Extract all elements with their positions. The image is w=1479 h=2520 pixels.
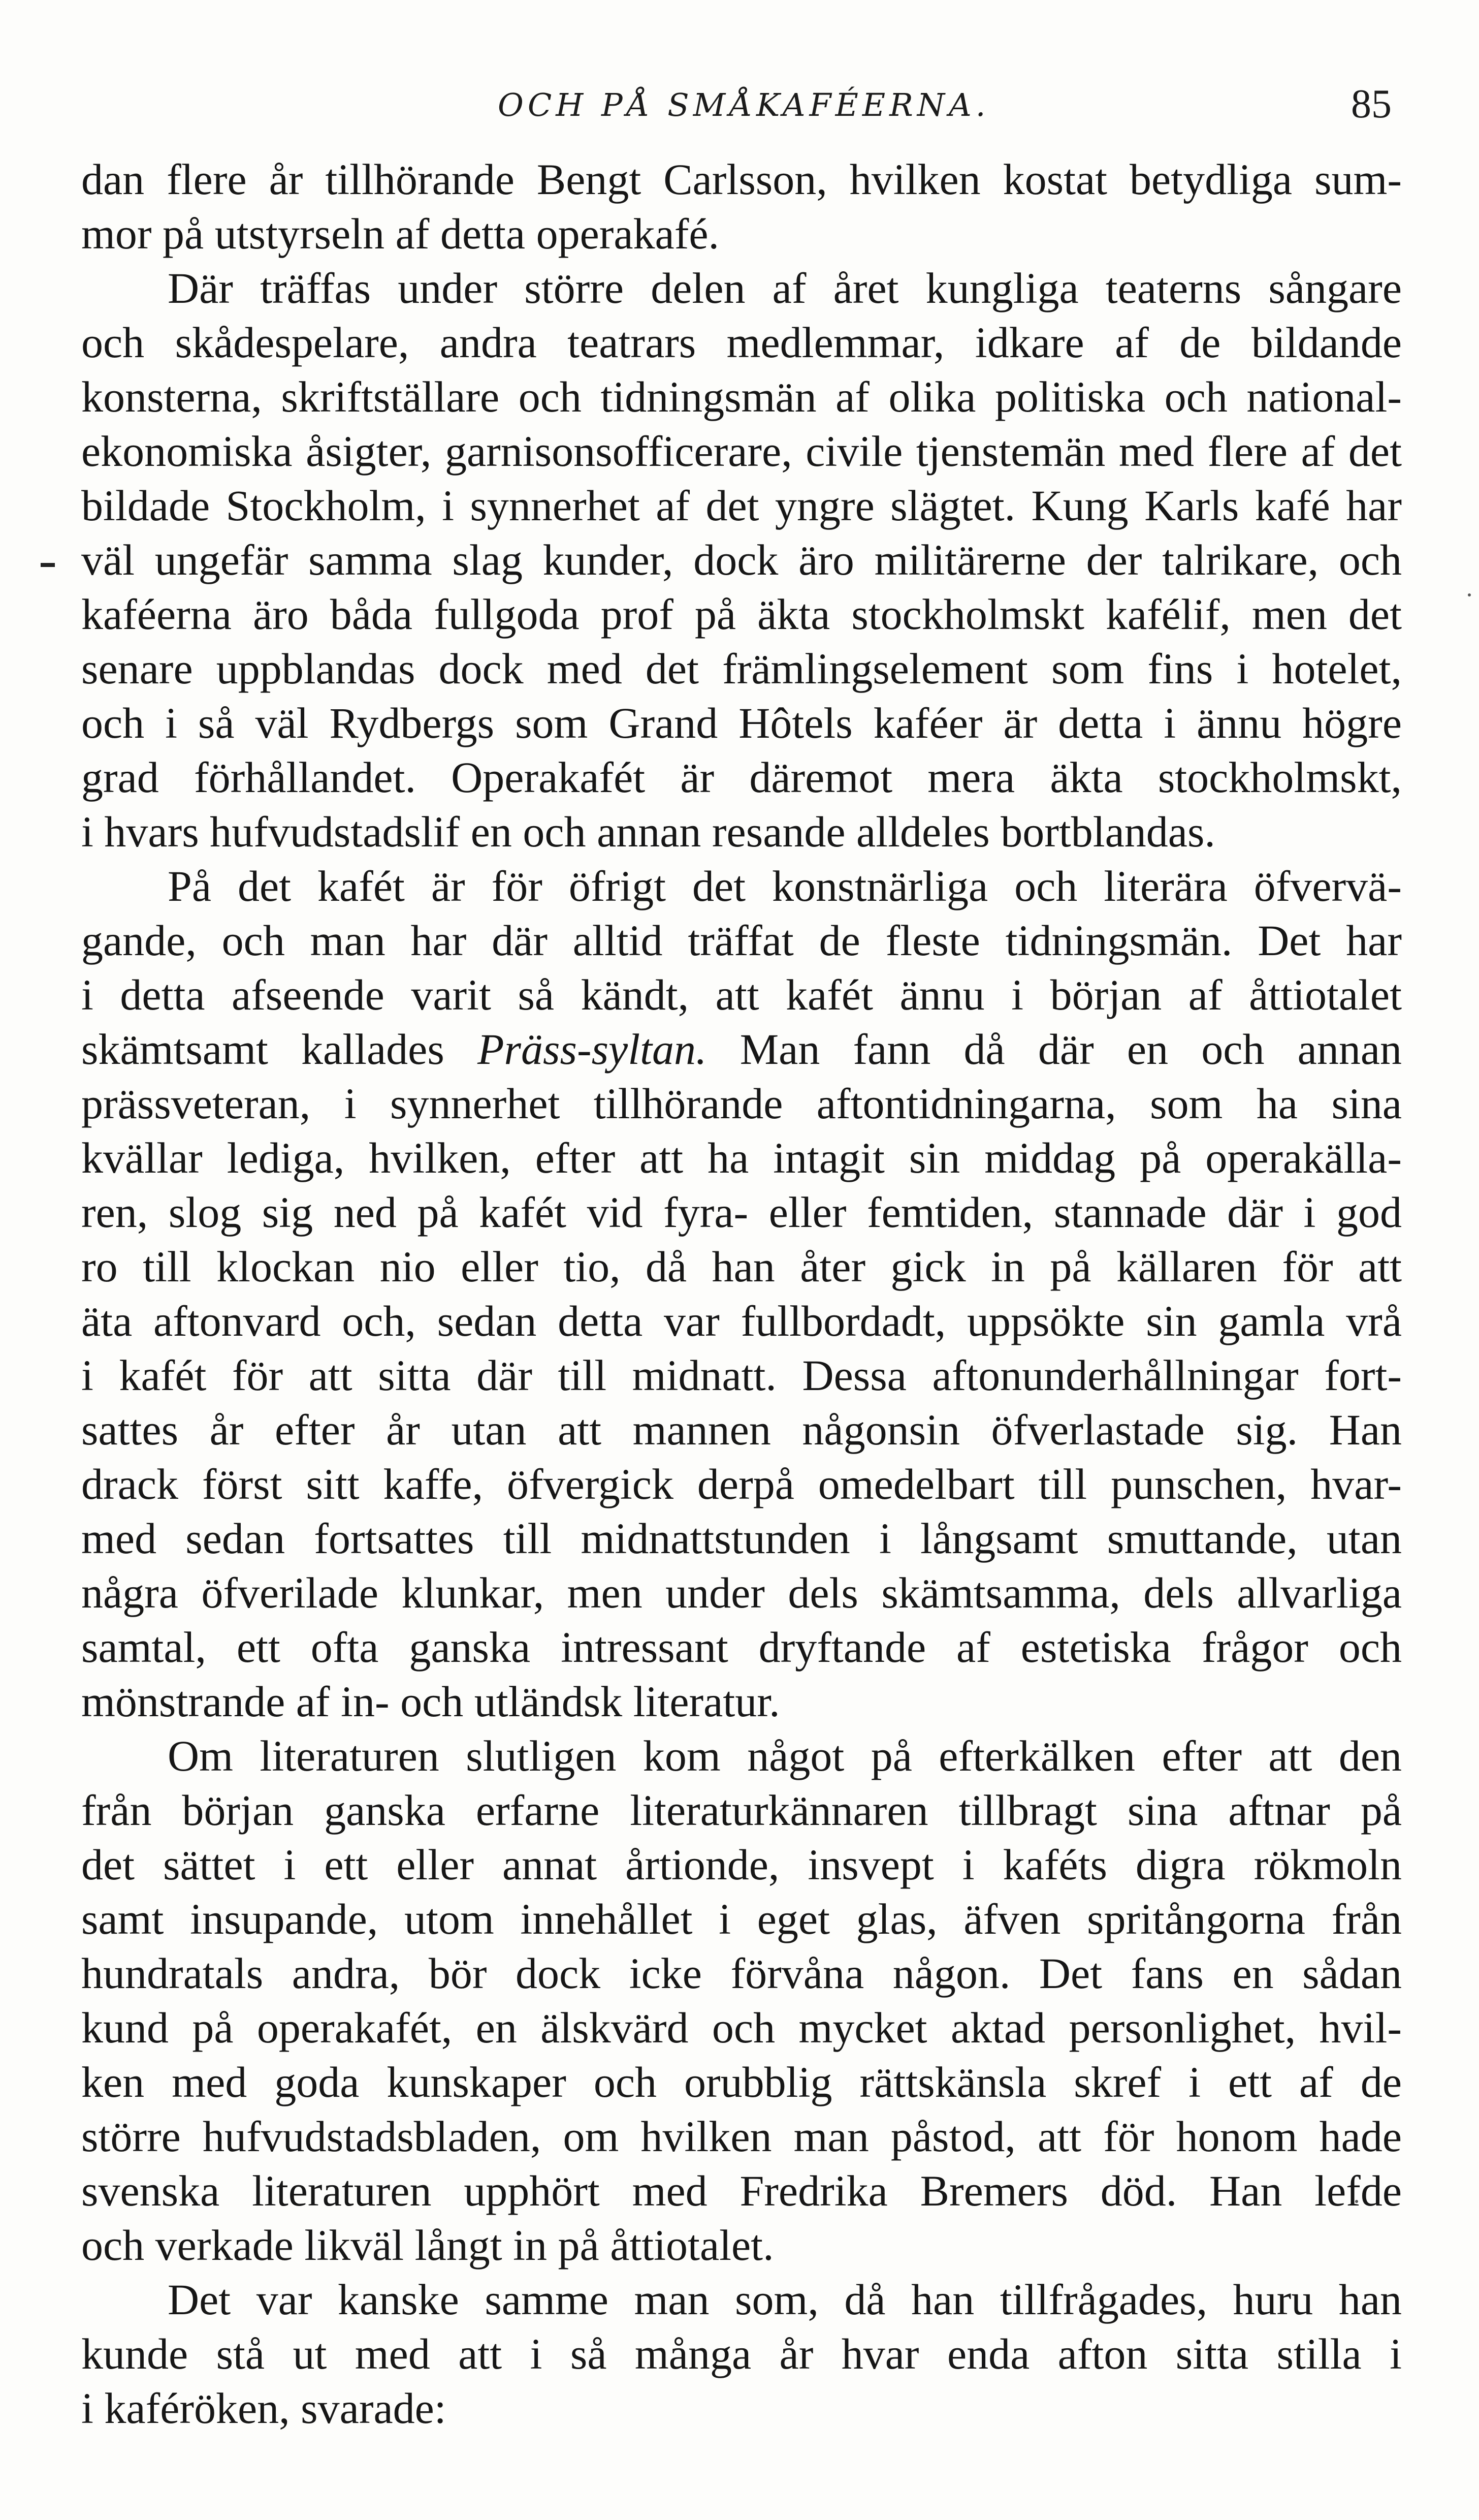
- text-line: och i så väl Rydbergs som Grand Hôtels kaféer är detta i ännu högre: [81, 699, 1402, 747]
- text-line: drack först sitt kaffe, öfvergick derpå omedelbart till punschen, hvar-: [81, 1460, 1402, 1508]
- text-line: i hvars hufvudstadslif en och annan resande alldeles bortblandas.: [81, 807, 1215, 856]
- text-line: mönstrande af in- och utländsk literatur.: [81, 1677, 780, 1726]
- running-title: OCH PÅ SMÅKAFÉERNA.: [498, 86, 990, 123]
- text-line: dan flere år tillhörande Bengt Carlsson, hvilken kostat betydliga sum-: [81, 155, 1402, 204]
- paragraph-2: [81, 261, 1402, 859]
- text-line: Det var kanske samme man som, då han tillfrågades, huru han: [168, 2275, 1402, 2324]
- body-text: [81, 152, 1402, 2436]
- text-line: senare uppblandas dock med det främlingselement som fins i hotelet,: [81, 644, 1402, 693]
- paragraph-1: [81, 152, 1402, 261]
- margin-dash-mark: [41, 563, 55, 567]
- paragraph-3: [81, 859, 1402, 1729]
- text-line: några öfverilade klunkar, men under dels skämtsamma, dels allvarliga: [81, 1568, 1402, 1617]
- text-line: kund på operakafét, en älskvärd och mycket aktad personlighet, hvil-: [81, 2003, 1402, 2052]
- text-line: Där träffas under större delen af året kungliga teaterns sångare: [168, 264, 1402, 312]
- text-line: grad förhållandet. Operakafét är däremot mera äkta stockholmskt,: [81, 753, 1402, 802]
- text-line: ekonomiska åsigter, garnisonsofficerare, civile tjenstemän med flere af det: [81, 427, 1402, 476]
- text-line: i kafét för att sitta där till midnatt. Dessa aftonunderhållningar fort-: [81, 1351, 1402, 1400]
- text-line: med sedan fortsattes till midnattstunden i långsamt smuttande, utan: [81, 1514, 1402, 1563]
- text-line: [81, 1022, 1402, 1077]
- text-line: På det kafét är för öfrigt det konstnärliga och literära öfvervä-: [168, 862, 1402, 910]
- text-line: konsterna, skriftställare och tidningsmän af olika politiska och national-: [81, 372, 1402, 421]
- text-line: väl ungefär samma slag kunder, dock äro militärerne der talrikare, och: [81, 536, 1402, 584]
- page-number: 85: [1351, 82, 1392, 127]
- text-line: mor på utstyrseln af detta operakafé.: [81, 209, 720, 258]
- text-line: större hufvudstadsbladen, om hvilken man påstod, att för honom hade: [81, 2112, 1402, 2161]
- running-header: [0, 82, 1479, 142]
- text-line: bildade Stockholm, i synnerhet af det yngre slägtet. Kung Karls kafé har: [81, 481, 1402, 530]
- text-line: Om literaturen slutligen kom något på efterkälken efter att den: [168, 1731, 1402, 1780]
- text-line: kvällar lediga, hvilken, efter att ha intagit sin middag på operakälla-: [81, 1133, 1402, 1182]
- text-segment: skämtsamt kallades: [81, 1025, 478, 1074]
- text-line: sattes år efter år utan att mannen någonsin öfverlastade sig. Han: [81, 1405, 1402, 1454]
- text-line: samt insupande, utom innehållet i eget glas, äfven spritångorna från: [81, 1895, 1402, 1943]
- text-line: kunde stå ut med att i så många år hvar enda afton sitta stilla i: [81, 2329, 1402, 2378]
- text-line: ken med goda kunskaper och orubblig rättskänsla skref i ett af de: [81, 2058, 1402, 2106]
- text-line: i detta afseende varit så kändt, att kafét ännu i början af åttiotalet: [81, 970, 1402, 1019]
- text-line: prässveteran, i synnerhet tillhörande aftontidningarna, som ha sina: [81, 1079, 1402, 1128]
- text-line: och verkade likväl långt in på åttiotalet.: [81, 2221, 774, 2270]
- text-line: hundratals andra, bör dock icke förvåna någon. Det fans en sådan: [81, 1949, 1402, 1998]
- text-line: ren, slog sig ned på kafét vid fyra- eller femtiden, stannade där i god: [81, 1188, 1402, 1237]
- text-line: ro till klockan nio eller tio, då han åter gick in på källaren för att: [81, 1242, 1402, 1291]
- text-line: från början ganska erfarne literaturkännaren tillbragt sina aftnar på: [81, 1786, 1402, 1835]
- text-line: i kaféröken, svarade:: [81, 2384, 446, 2433]
- paragraph-5: [81, 2273, 1402, 2436]
- text-line: äta aftonvard och, sedan detta var fullbordadt, uppsökte sin gamla vrå: [81, 1297, 1402, 1345]
- text-line: svenska literaturen upphört med Fredrika Bremers död. Han lefde: [81, 2166, 1402, 2215]
- text-line: och skådespelare, andra teatrars medlemmar, idkare af de bildande: [81, 318, 1402, 367]
- italic-nickname: Präss-syltan.: [477, 1025, 707, 1074]
- print-speck: [1468, 593, 1471, 596]
- paragraph-4: [81, 1729, 1402, 2273]
- text-line: kaféerna äro båda fullgoda prof på äkta stockholmskt kafélif, men det: [81, 590, 1402, 639]
- text-line: gande, och man har där alltid träffat de fleste tidningsmän. Det har: [81, 916, 1402, 965]
- text-segment: Man fann då där en och annan: [706, 1025, 1402, 1074]
- text-line: samtal, ett ofta ganska intressant dryftande af estetiska frågor och: [81, 1623, 1402, 1672]
- text-line: det sättet i ett eller annat årtionde, insvept i kaféts digra rökmoln: [81, 1840, 1402, 1889]
